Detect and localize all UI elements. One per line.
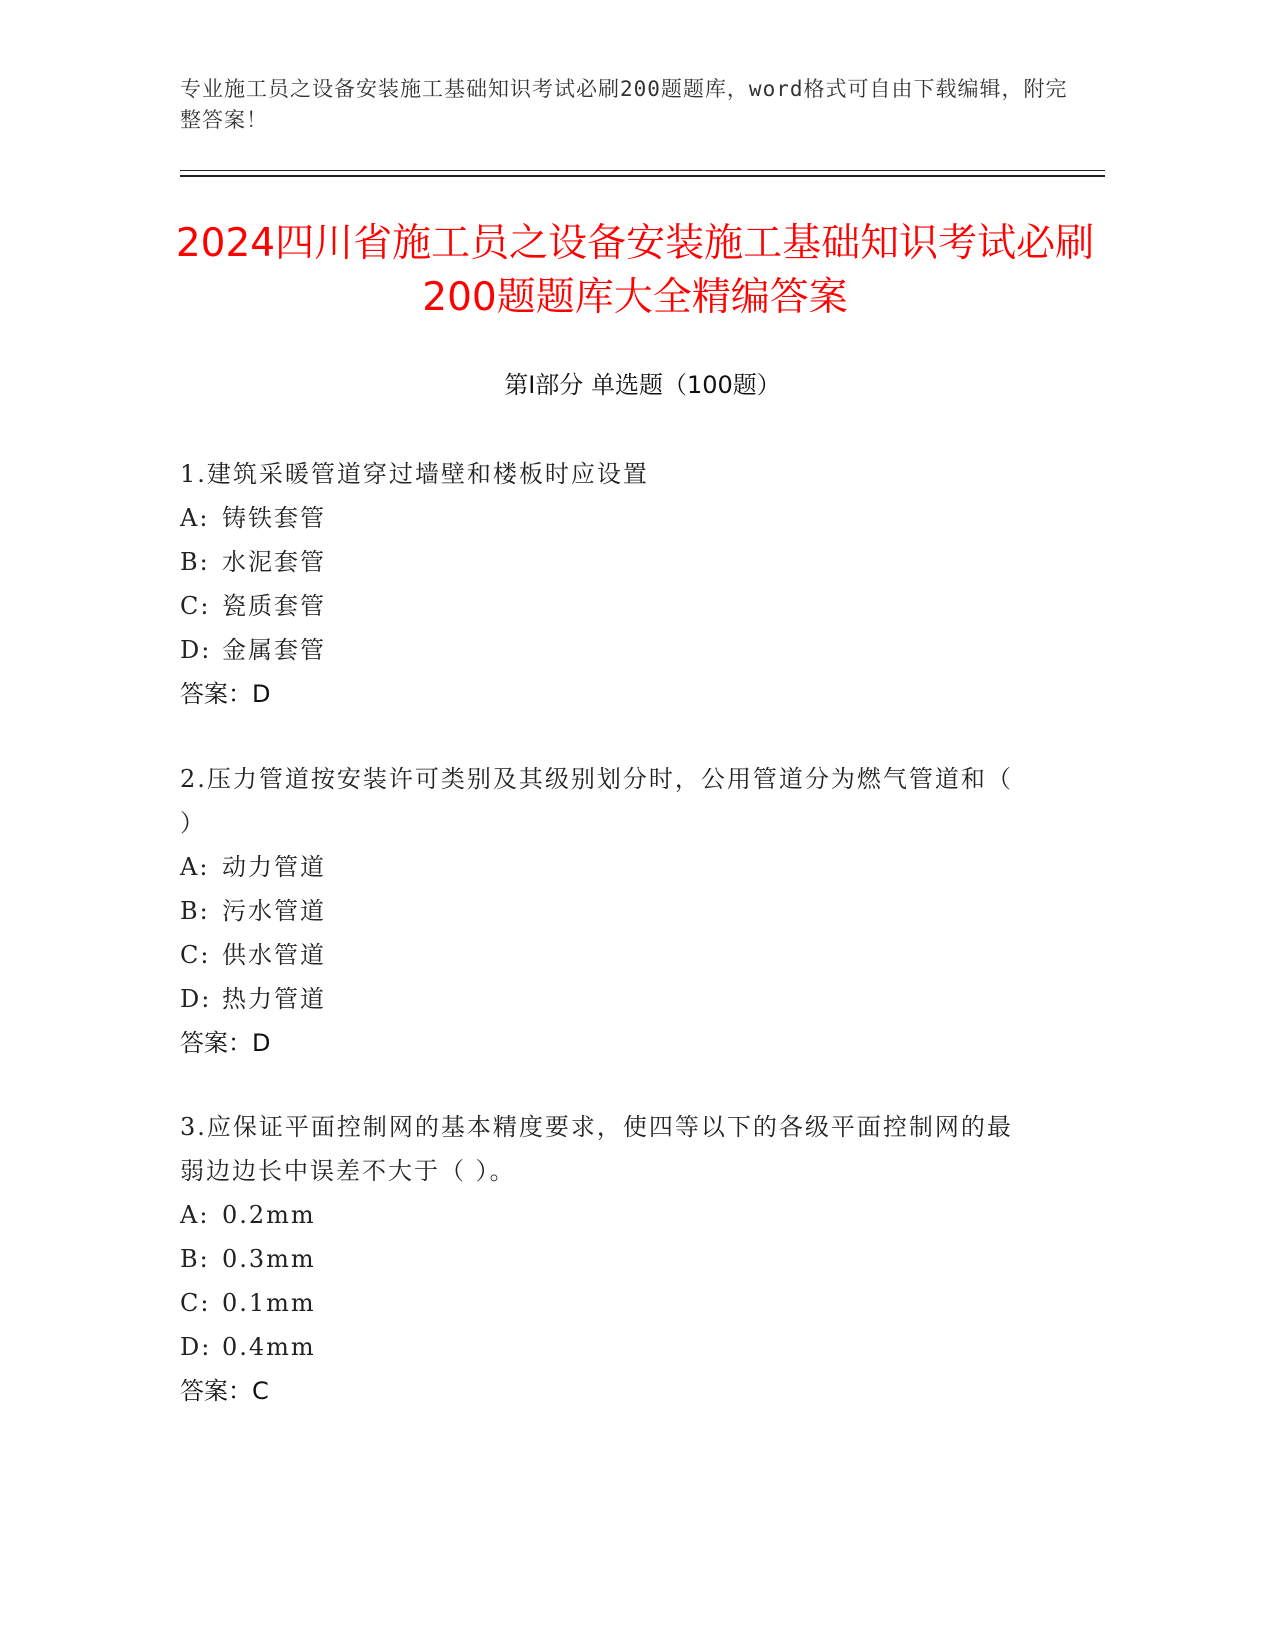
option-letter: B: xyxy=(180,1245,210,1273)
document-title: 2024四川省施工员之设备安装施工基础知识考试必刷200题题库大全精编答案 xyxy=(175,221,1095,320)
option-b xyxy=(180,1237,1030,1281)
option-d xyxy=(180,628,1030,672)
header-divider-thin xyxy=(180,170,1105,171)
question-item xyxy=(180,452,1030,716)
option-text: 0.4mm xyxy=(222,1333,316,1361)
question-stem: 3.应保证平面控制网的基本精度要求，使四等以下的各级平面控制网的最弱边边长中误差不大于（ ）。 xyxy=(180,1113,1013,1185)
option-letter: C: xyxy=(180,941,211,969)
option-letter: D: xyxy=(180,985,212,1013)
option-text: 动力管道 xyxy=(222,853,326,881)
option-letter: A: xyxy=(180,504,210,532)
option-letter: D: xyxy=(180,1333,212,1361)
option-text: 铸铁套管 xyxy=(222,504,326,532)
question-stem: 1.建筑采暖管道穿过墙壁和楼板时应设置 xyxy=(180,460,649,488)
section-heading: 第Ⅰ部分 单选题（100题） xyxy=(504,371,781,399)
option-text: 水泥套管 xyxy=(222,548,326,576)
option-text: 0.2mm xyxy=(222,1201,316,1229)
header-note: 专业施工员之设备安装施工基础知识考试必刷200题题库，word格式可自由下载编辑，附完整答案！ xyxy=(180,77,1068,132)
option-d xyxy=(180,1325,1030,1369)
option-text: 热力管道 xyxy=(222,985,326,1013)
answer-line: 答案：D xyxy=(180,1029,271,1057)
option-letter: B: xyxy=(180,548,210,576)
option-a xyxy=(180,1193,1030,1237)
question-item xyxy=(180,757,1030,1065)
option-c xyxy=(180,584,1030,628)
answer-line: 答案：D xyxy=(180,680,271,708)
option-b xyxy=(180,889,1030,933)
option-a xyxy=(180,845,1030,889)
question-stem: 2.压力管道按安装许可类别及其级别划分时，公用管道分为燃气管道和（ ） xyxy=(180,765,1013,837)
option-letter: C: xyxy=(180,592,211,620)
option-b xyxy=(180,540,1030,584)
option-letter: C: xyxy=(180,1289,211,1317)
header-divider-thick xyxy=(180,175,1105,177)
option-c xyxy=(180,933,1030,977)
option-letter: B: xyxy=(180,897,210,925)
option-d xyxy=(180,977,1030,1021)
option-text: 金属套管 xyxy=(222,636,326,664)
option-text: 0.1mm xyxy=(222,1289,316,1317)
option-text: 瓷质套管 xyxy=(222,592,326,620)
option-c xyxy=(180,1281,1030,1325)
option-a xyxy=(180,496,1030,540)
answer-line: 答案：C xyxy=(180,1377,269,1405)
option-letter: D: xyxy=(180,636,212,664)
option-text: 0.3mm xyxy=(222,1245,316,1273)
option-letter: A: xyxy=(180,1201,210,1229)
option-letter: A: xyxy=(180,853,210,881)
option-text: 供水管道 xyxy=(222,941,326,969)
option-text: 污水管道 xyxy=(222,897,326,925)
question-item xyxy=(180,1105,1030,1413)
